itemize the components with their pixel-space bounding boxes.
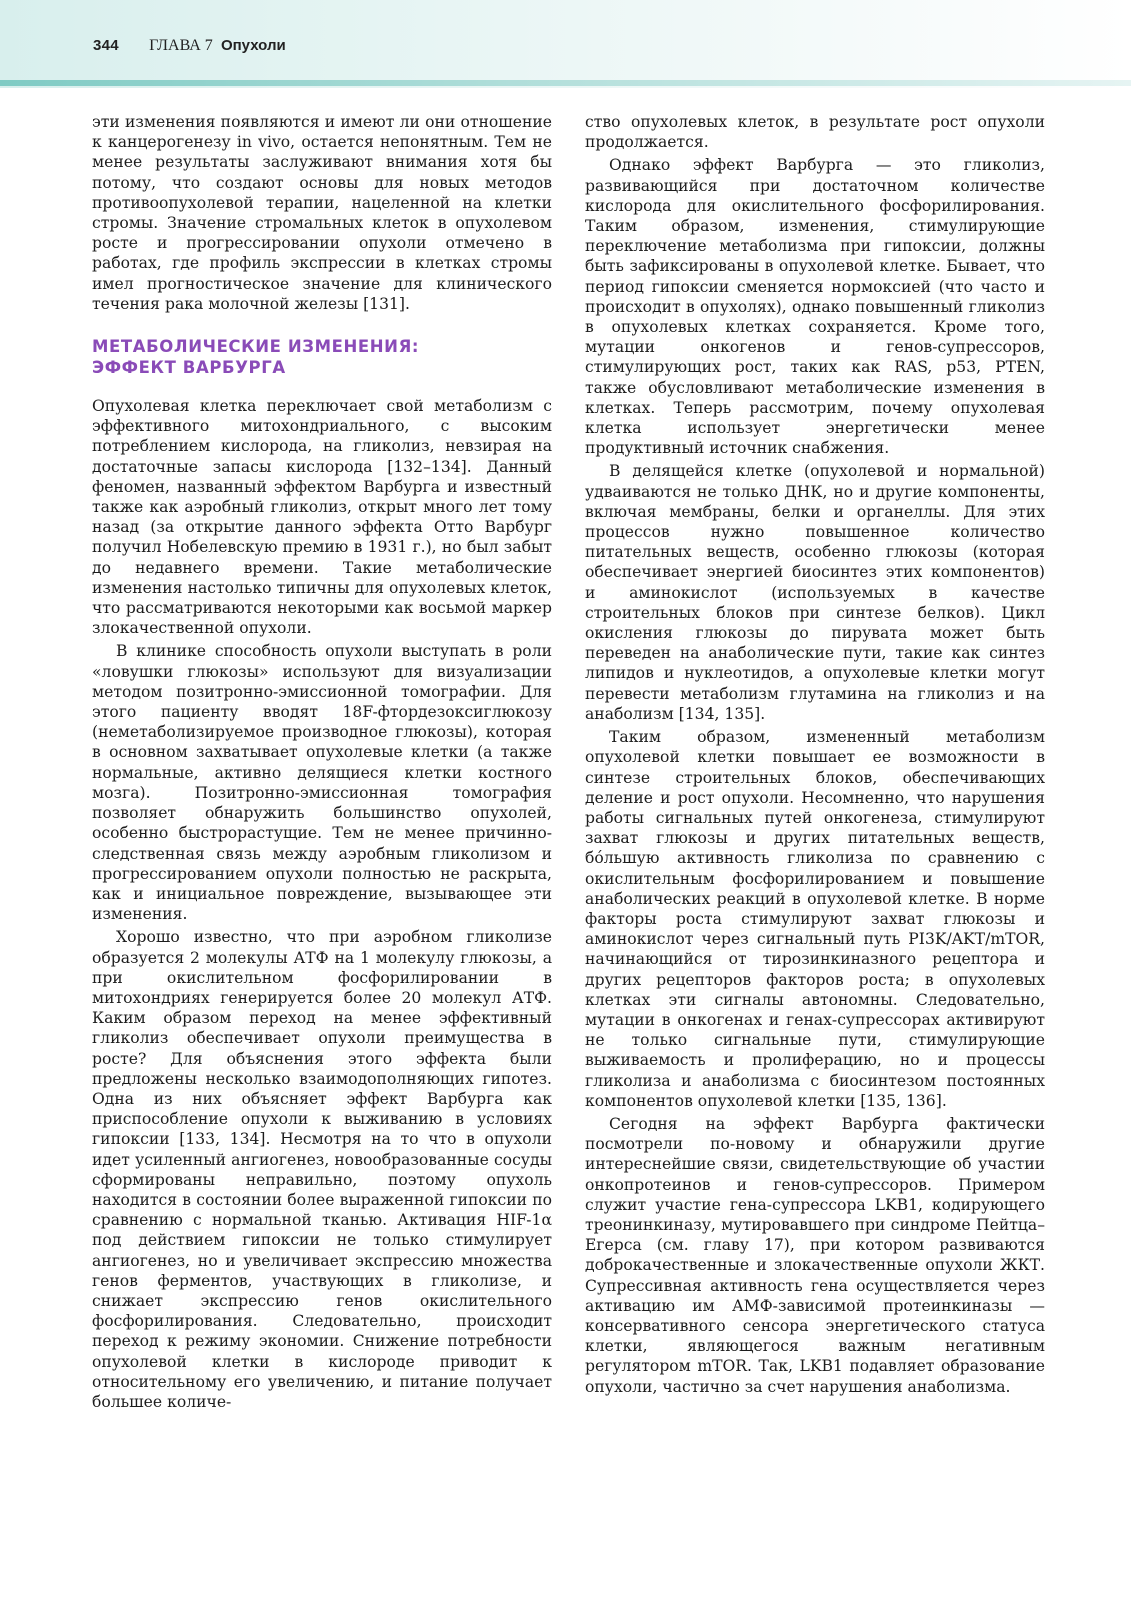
paragraph: Однако эффект Варбурга — это гликолиз, развивающийся при достаточном количестве кислорода для окислительного фосфорилирования. Таким образом, изменения, стимулирующие переключение метаболизма при гипоксии, должны быть зафиксированы в опухолевой клетке. Бывает, что период гипоксии сменяется нормоксией (что часто и происходит в опухолях), однако повышенный гликолиз в опухолевых клетках сохраняется. Кроме того, мутации онкогенов и генов-супрессоров, стимулирующих рост, таких как RAS, p53, PTEN, также обусловливают метаболические изменения в клетках. Теперь рассмотрим, почему опухолевая клетка использует энергетически менее продуктивный источник снабжения. — [585, 156, 1045, 458]
paragraph: Хорошо известно, что при аэробном гликолизе образуется 2 молекулы АТФ на 1 молекулу глюкозы, а при окислительном фосфорилировании в митохондриях генерируется более 20 молекул АТФ. Каким образом переход на менее эффективный гликолиз обеспечивает опухоли преимущества в росте? Для объяснения этого эффекта были предложены несколько взаимодополняющих гипотез. Одна из них объясняет эффект Варбурга как приспособление опухоли к выживанию в условиях гипоксии [133, 134]. Несмотря на то что в опухоли идет усиленный ангиогенез, новообразованные сосуды сформированы неправильно, поэтому опухоль находится в состоянии более выраженной гипоксии по сравнению с нормальной тканью. Активация HIF-1α под действием гипоксии не только стимулирует ангиогенез, но и увеличивает экспрессию множества генов ферментов, участвующих в гликолизе, и снижает экспрессию генов окислительного фосфорилирования. Следовательно, происходит переход к режиму экономии. Снижение потребности опухолевой клетки в кислороде приводит к относительному его увеличению, и питание получает большее количе- — [92, 928, 552, 1411]
section-heading — [92, 336, 552, 378]
right-column — [585, 112, 1045, 1397]
paragraph: Опухолевая клетка переключает свой метаболизм с эффективного митохондриального, с высоким потреблением кислорода, на гликолиз, невзирая на достаточные запасы кислорода [132–134]. Данный феномен, названный эффектом Варбурга и известный также как аэробный гликолиз, открыт много лет тому назад (за открытие данного эффекта Отто Варбург получил Нобелевскую премию в 1931 г.), но был забыт до недавнего времени. Такие метаболические изменения настолько типичны для опухолевых клеток, что рассматриваются некоторыми как восьмой маркер злокачественной опухоли. — [92, 397, 552, 638]
header-rule — [0, 80, 1131, 86]
paragraph: В клинике способность опухоли выступать в роли «ловушки глюкозы» используют для визуализации методом позитронно-эмиссионной томографии. Для этого пациенту вводят 18F-фтордезоксиглюкозу (неметаболизируемое производное глюкозы), которая в основном захватывает опухолевые клетки (а также нормальные, активно делящиеся клетки костного мозга). Позитронно-эмиссионная томография позволяет обнаружить большинство опухолей, особенно быстрорастущие. Тем не менее причинно-следственная связь между аэробным гликолизом и прогрессированием опухоли полностью не раскрыта, как и инициальное повреждение, вызывающее эти изменения. — [92, 642, 552, 924]
paragraph: Таким образом, измененный метаболизм опухолевой клетки повышает ее возможности в синтезе строительных блоков, обеспечивающих деление и рост опухоли. Несомненно, что нарушения работы сигнальных путей онкогенеза, стимулируют захват глюкозы и других питательных веществ, бо́льшую активность гликолиза по сравнению с окислительным фосфорилированием и повышение анаболических реакций в опухолевой клетке. В норме факторы роста стимулируют захват глюкозы и аминокислот через сигнальный путь PI3K/AKT/mTOR, начинающийся от тирозинкиназного рецептора и других рецепторов факторов роста; в опухолевых клетках эти сигналы автономны. Следовательно, мутации в онкогенах и генах-супрессорах активируют не только сигнальные пути, стимулирующие выживаемость и пролиферацию, но и процессы гликолиза и анаболизма с биосинтезом постоянных компонентов опухолевой клетки [135, 136]. — [585, 728, 1045, 1110]
paragraph: ство опухолевых клеток, в результате рост опухоли продолжается. — [585, 113, 1045, 152]
running-head — [93, 37, 286, 55]
chapter-title: Опухоли — [220, 37, 286, 54]
section-heading-line: МЕТАБОЛИЧЕСКИЕ ИЗМЕНЕНИЯ: — [92, 337, 420, 357]
paragraph: Сегодня на эффект Варбурга фактически посмотрели по-новому и обнаружили другие интереснейшие связи, свидетельствующие об участии онкопротеинов и генов-супрессоров. Примером служит участие гена-супрессора LKB1, кодирующего треонинкиназу, мутировавшего при синдроме Пейтца–Егерса (см. главу 17), при котором развиваются доброкачественные и злокачественные опухоли ЖКТ. Супрессивная активность гена осуществляется через активацию им АМФ-зависимой протеинкиназы — консервативного сенсора энергетического статуса клетки, являющегося важным негативным регулятором mTOR. Так, LKB1 подавляет образование опухоли, частично за счет нарушения анаболизма. — [585, 1114, 1045, 1396]
paragraph: В делящейся клетке (опухолевой и нормальной) удваиваются не только ДНК, но и другие компоненты, включая мембраны, белки и органеллы. Для этих процессов нужно повышенное количество питательных веществ, особенно глюкозы (которая обеспечивает энергией биосинтез этих компонентов) и аминокислот (используемых в качестве строительных блоков при синтезе белков). Цикл окисления глюкозы до пирувата может быть переведен на анаболические пути, такие как синтез липидов и нуклеотидов, а опухолевые клетки могут перевести метаболизм глутамина на гликолиз и на анаболизм [134, 135]. — [585, 462, 1045, 723]
left-column — [92, 112, 552, 1412]
paragraph: эти изменения появляются и имеют ли они отношение к канцерогенезу in vivo, остается непонятным. Тем не менее результаты заслуживают внимания хотя бы потому, что создают основы для новых методов противоопухолевой терапии, нацеленной на клетки стромы. Значение стромальных клеток в опухолевом росте и прогрессировании опухоли отмечено в работах, где профиль экспрессии в клетках стромы имел прогностическое значение для клинического течения рака молочной железы [131]. — [92, 113, 552, 313]
page-number: 344 — [93, 37, 119, 54]
section-heading-line: ЭФФЕКТ ВАРБУРГА — [92, 358, 286, 378]
chapter-label: ГЛАВА 7 — [149, 37, 213, 54]
